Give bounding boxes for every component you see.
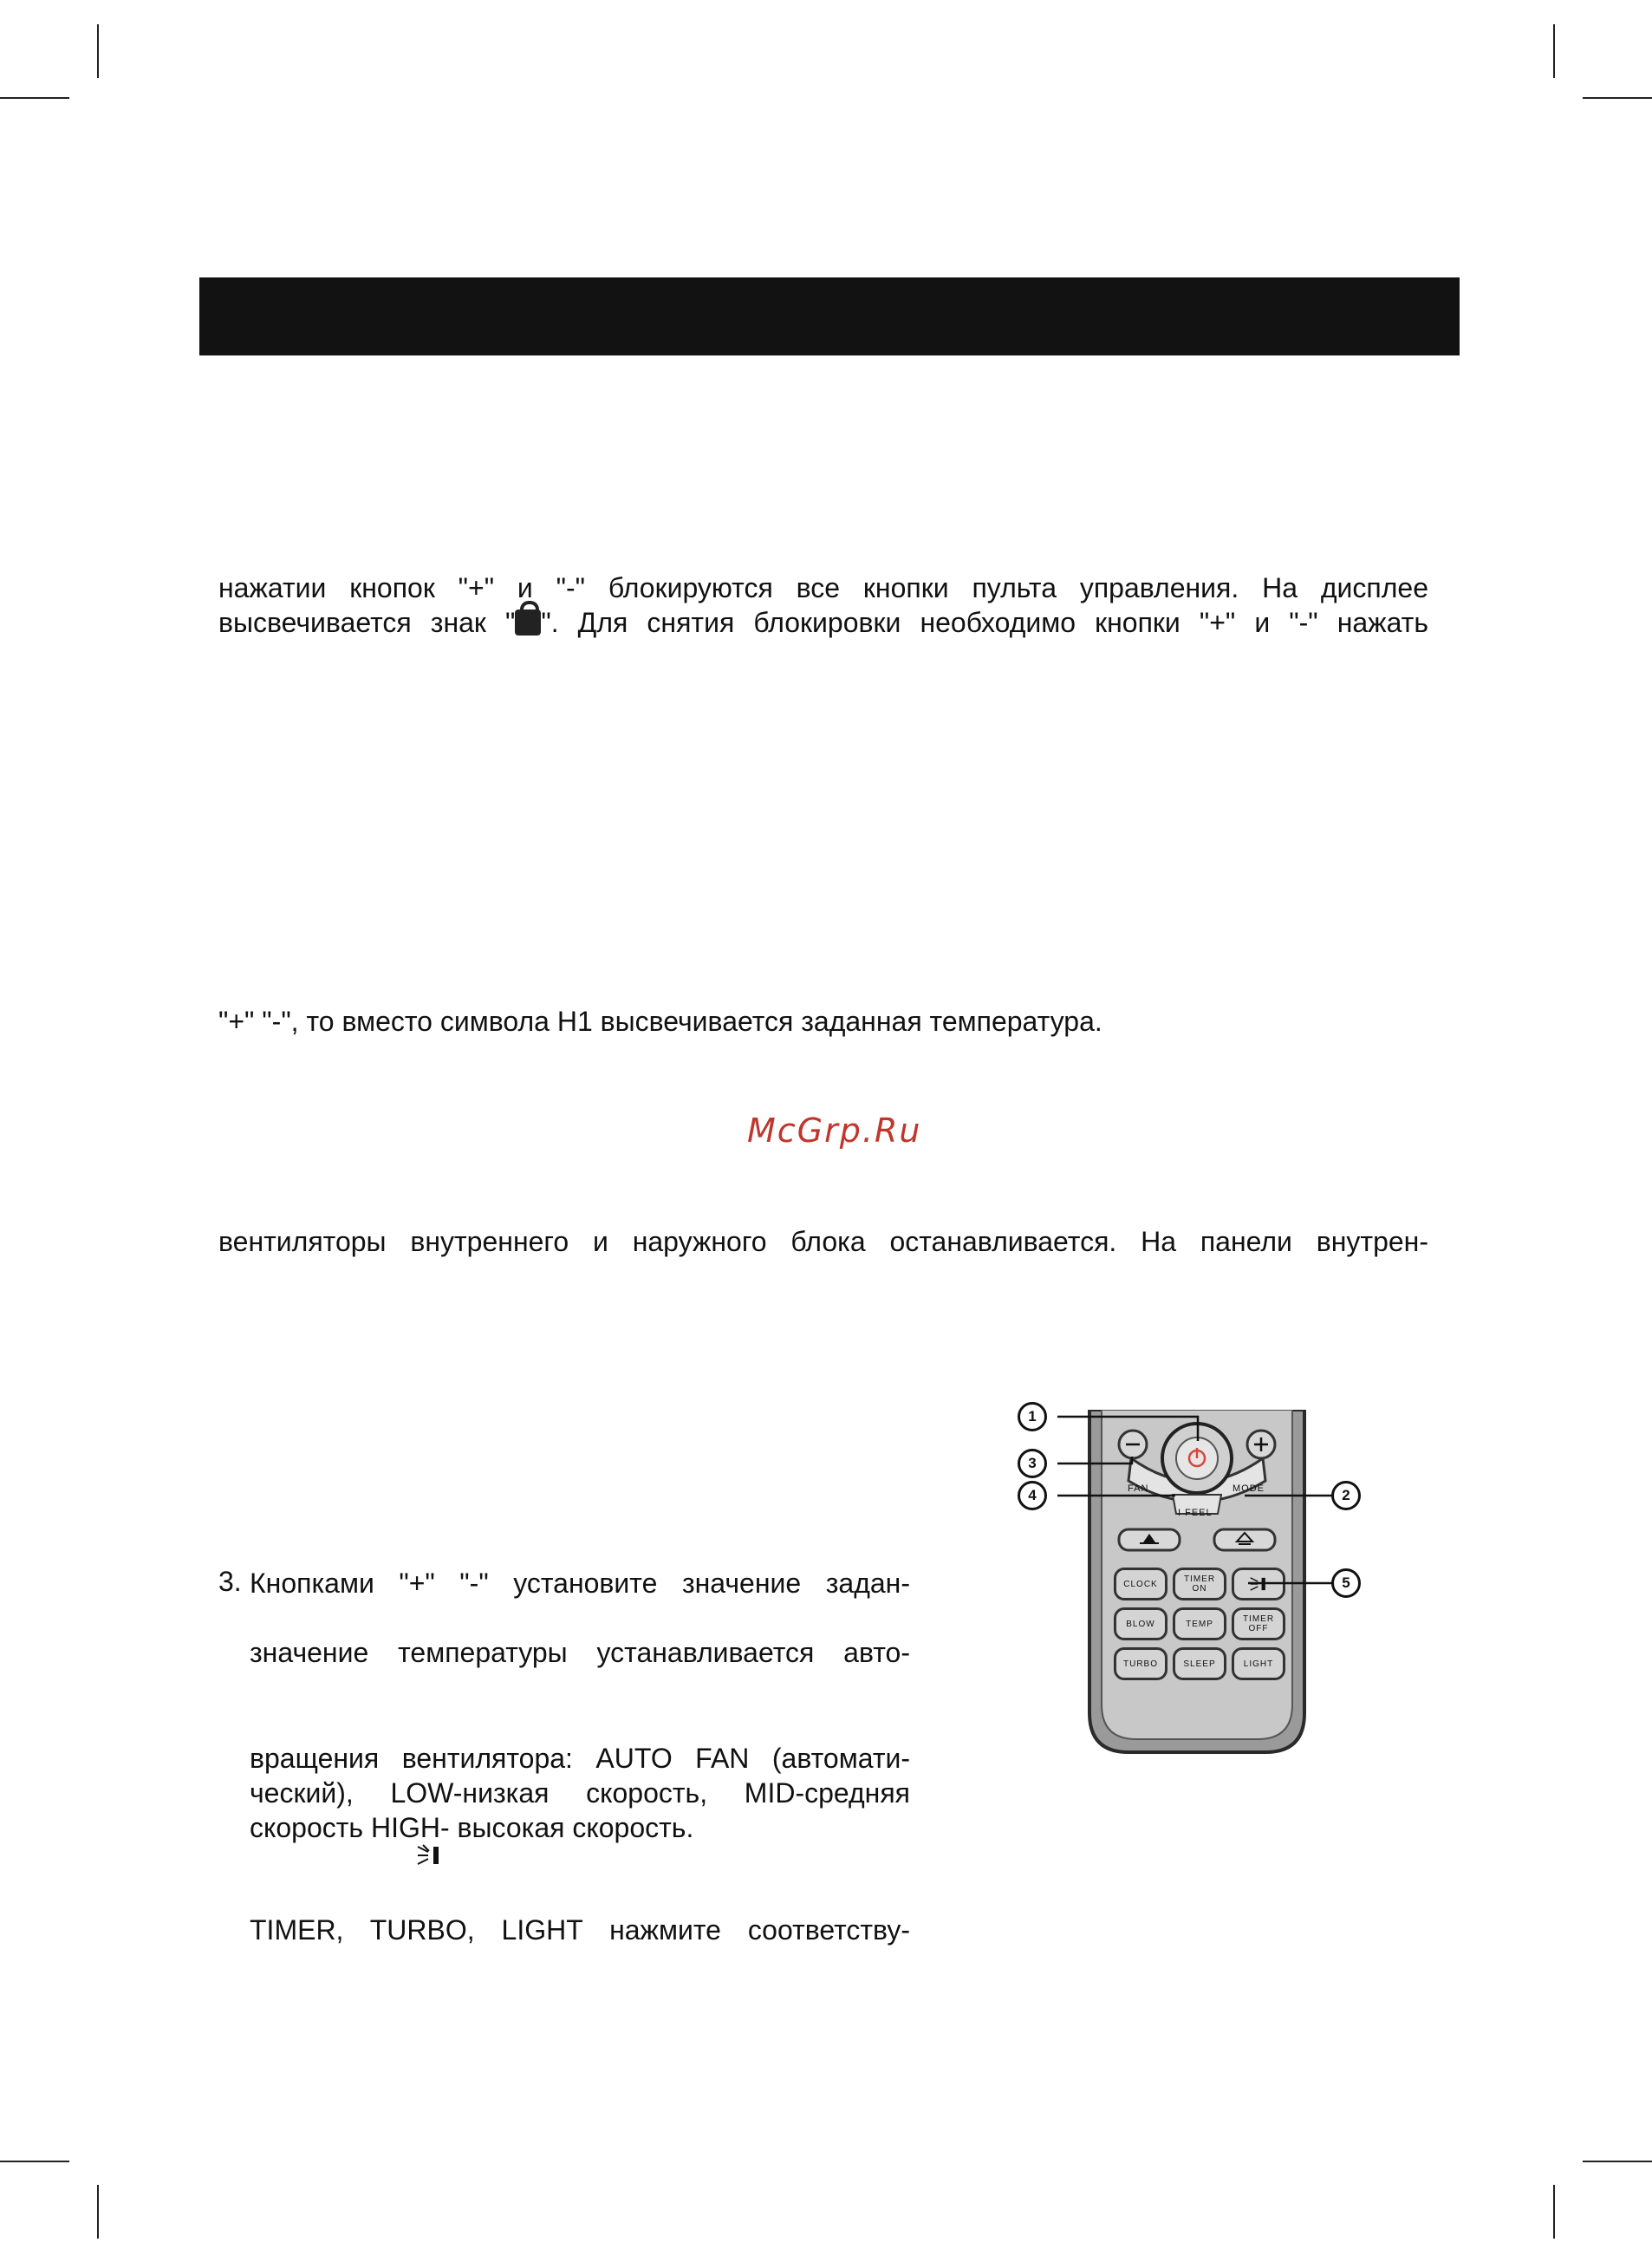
callout-number: 1 xyxy=(1018,1402,1047,1431)
crop-mark xyxy=(1583,97,1652,99)
list-line: Кнопками "+" "-" установите значение задан- xyxy=(250,1568,910,1599)
timer-off-button[interactable]: TIMER OFF xyxy=(1232,1607,1285,1640)
callout-number: 2 xyxy=(1331,1481,1361,1510)
crop-mark xyxy=(0,2161,69,2162)
mode-label: MODE xyxy=(1232,1483,1265,1494)
paragraph-line: "+" "-", то вместо символа H1 высвечивается заданная температура. xyxy=(218,1006,1102,1037)
callout-number: 3 xyxy=(1018,1449,1047,1478)
turbo-button[interactable]: TURBO xyxy=(1114,1647,1167,1680)
list-line: ческий), LOW-низкая скорость, MID-средняя xyxy=(250,1777,910,1809)
list-line: значение температуры устанавливается авто- xyxy=(250,1637,910,1668)
crop-mark xyxy=(1553,2185,1555,2239)
crop-mark xyxy=(1553,24,1555,78)
i-feel-label: I FEEL xyxy=(1178,1508,1213,1518)
timer-on-button[interactable]: TIMER ON xyxy=(1173,1568,1226,1600)
fan-label: FAN xyxy=(1128,1483,1149,1494)
list-number: 3. xyxy=(218,1566,242,1597)
paragraph-line: нажатии кнопок "+" и "-" блокируются все кнопки пульта управления. На дисплее xyxy=(218,572,1428,603)
callout-number: 5 xyxy=(1331,1568,1361,1598)
callout-number: 4 xyxy=(1018,1481,1047,1510)
blow-button[interactable]: BLOW xyxy=(1114,1607,1167,1640)
lock-icon xyxy=(515,610,541,636)
list-line: TIMER, TURBO, LIGHT нажмите соответству- xyxy=(250,1914,910,1946)
watermark: McGrp.Ru xyxy=(747,1111,922,1150)
crop-mark xyxy=(1583,2161,1652,2162)
paragraph-fragment: ". Для снятия блокировки необходимо кнопки "+" и "-" нажать xyxy=(541,607,1429,638)
crop-mark xyxy=(97,24,99,78)
callout-lines xyxy=(997,1396,1387,1604)
paragraph-line: вентиляторы внутреннего и наружного блока останавливается. На панели внутрен- xyxy=(218,1226,1428,1257)
temp-button[interactable]: TEMP xyxy=(1173,1607,1226,1640)
paragraph-line xyxy=(218,605,1428,640)
crop-mark xyxy=(97,2185,99,2239)
list-line: вращения вентилятора: AUTO FAN (автомати- xyxy=(250,1743,910,1774)
paragraph-fragment: высвечивается знак " xyxy=(218,607,516,638)
clock-button[interactable]: CLOCK xyxy=(1114,1568,1167,1600)
list-line: скорость HIGH- высокая скорость. xyxy=(250,1812,694,1843)
sleep-button[interactable]: SLEEP xyxy=(1173,1647,1226,1680)
crop-mark xyxy=(0,97,69,99)
swing-icon xyxy=(416,1843,442,1874)
header-bar xyxy=(199,277,1460,355)
light-button[interactable]: LIGHT xyxy=(1232,1647,1285,1680)
